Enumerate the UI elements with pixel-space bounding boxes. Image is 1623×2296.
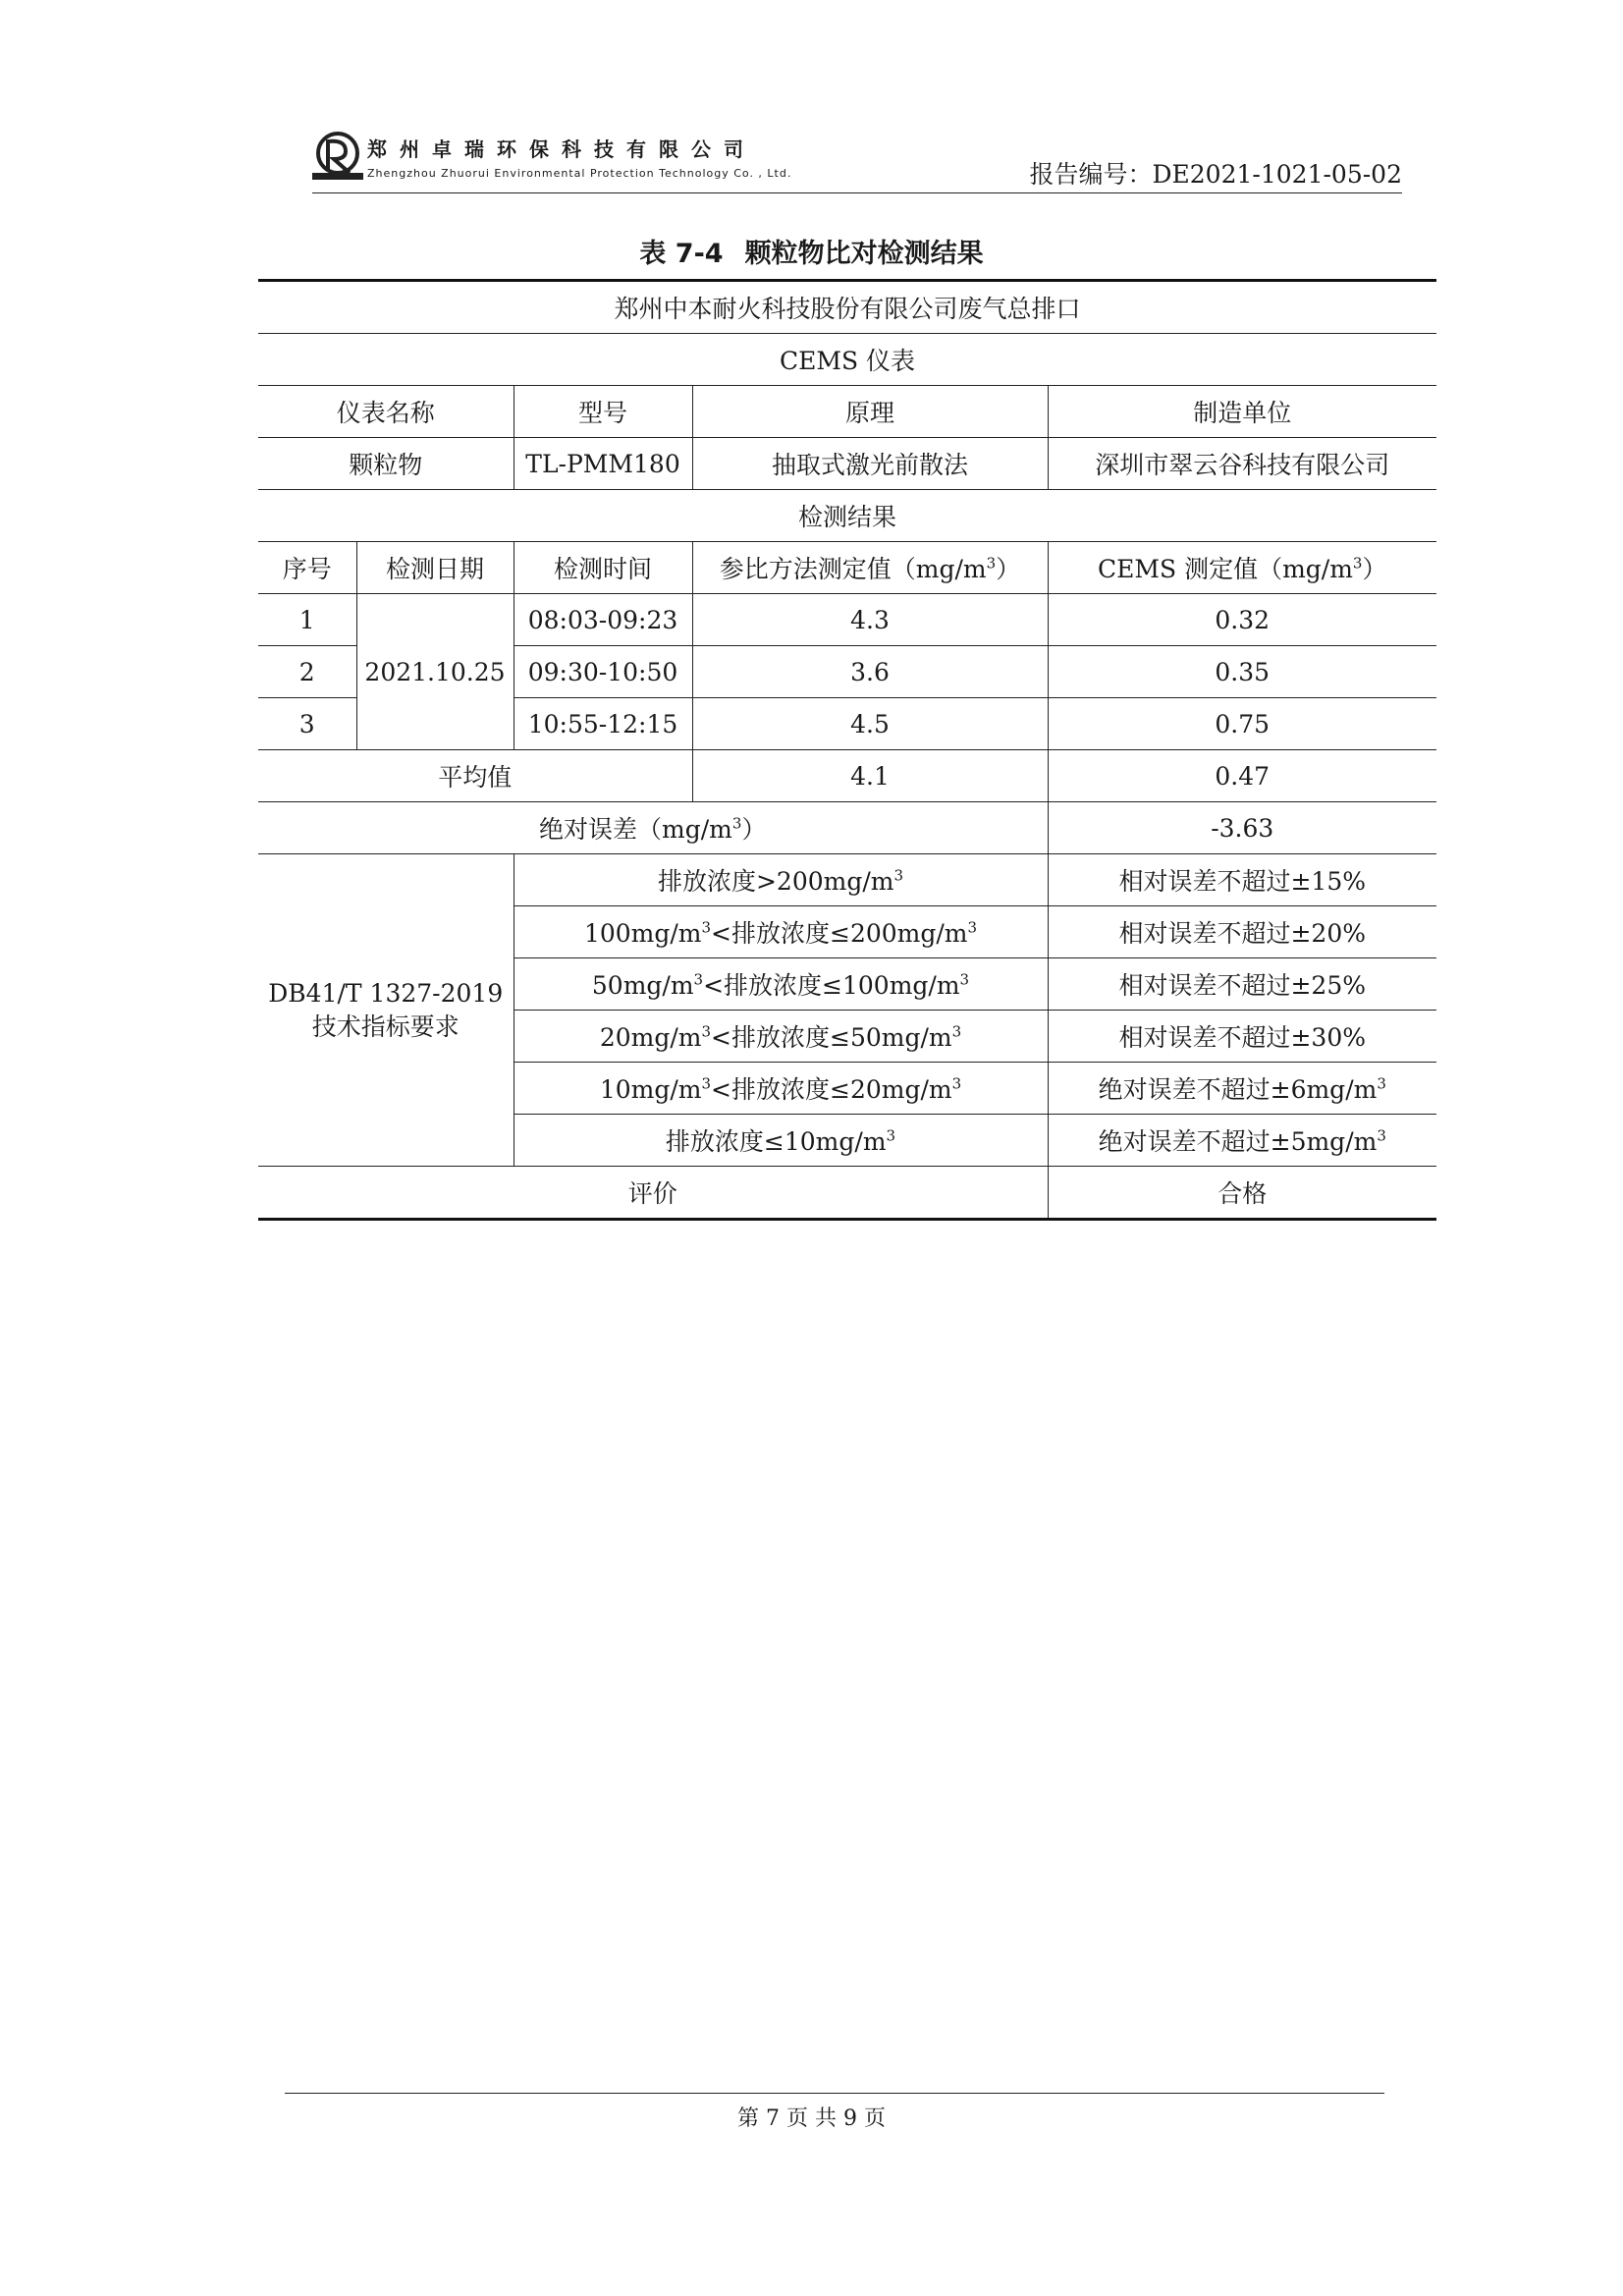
comparison-table	[258, 279, 1436, 1221]
seq-header: 序号	[258, 542, 356, 594]
row-ref-value: 3.6	[692, 646, 1048, 698]
test-date: 2021.10.25	[356, 594, 514, 750]
std-condition: 排放浓度$>200mg/m^3$	[514, 854, 1048, 906]
instrument-manufacturer: 深圳市翠云谷科技有限公司	[1048, 438, 1436, 490]
row-seq: 3	[258, 698, 356, 750]
standard-label: DB41/T 1327-2019 技术指标要求	[258, 854, 514, 1167]
footer-divider	[285, 2093, 1384, 2094]
table-caption: 颗粒物比对检测结果	[744, 239, 984, 269]
report-header	[312, 126, 1402, 194]
reference-value-header: 参比方法测定值$(mg/m^3)$	[692, 542, 1048, 594]
row-cems-value: 0.75	[1048, 698, 1436, 750]
instrument-name-header: 仪表名称	[258, 386, 514, 438]
row-ref-value: 4.3	[692, 594, 1048, 646]
row-cems-value: 0.32	[1048, 594, 1436, 646]
std-requirement: 相对误差不超过±20%	[1048, 906, 1436, 958]
company-name-en: Zhengzhou Zhuorui Environmental Protection Technology Co. , Ltd.	[367, 167, 792, 180]
cems-section-title: CEMS 仪表	[258, 334, 1436, 386]
average-ref-value: 4.1	[692, 750, 1048, 802]
site-name: 郑州中本耐火科技股份有限公司废气总排口	[258, 281, 1436, 334]
date-header: 检测日期	[356, 542, 514, 594]
std-condition: $50mg/m^3<$排放浓度$\le 100mg/m^3$	[514, 958, 1048, 1011]
average-label: 平均值	[258, 750, 692, 802]
time-header: 检测时间	[514, 542, 692, 594]
instrument-model: TL-PMM180	[514, 438, 692, 490]
std-requirement: 相对误差不超过±25%	[1048, 958, 1436, 1011]
std-requirement: 相对误差不超过±15%	[1048, 854, 1436, 906]
std-requirement: 相对误差不超过±30%	[1048, 1011, 1436, 1063]
header-divider	[312, 192, 1402, 193]
report-number: 报告编号：DE2021-1021-05-02	[1029, 160, 1402, 189]
row-ref-value: 4.5	[692, 698, 1048, 750]
row-time: 10:55-12:15	[514, 698, 692, 750]
instrument-principle: 抽取式激光前散法	[692, 438, 1048, 490]
principle-header: 原理	[692, 386, 1048, 438]
manufacturer-header: 制造单位	[1048, 386, 1436, 438]
table-row	[258, 594, 1436, 646]
company-logo-icon	[312, 130, 363, 181]
result-section-title: 检测结果	[258, 490, 1436, 542]
row-cems-value: 0.35	[1048, 646, 1436, 698]
table-title	[0, 232, 1623, 270]
table-number: 表 7-4	[639, 239, 724, 269]
std-condition: $10mg/m^3<$排放浓度$\le 20mg/m^3$	[514, 1063, 1048, 1115]
absolute-error-value: -3.63	[1048, 802, 1436, 854]
evaluation-label: 评价	[258, 1167, 1048, 1220]
std-requirement: 绝对误差不超过$\pm 6mg/m^3$	[1048, 1063, 1436, 1115]
row-time: 08:03-09:23	[514, 594, 692, 646]
std-requirement: 绝对误差不超过$\pm 5mg/m^3$	[1048, 1115, 1436, 1167]
std-condition: $100mg/m^3<$排放浓度$\le 200mg/m^3$	[514, 906, 1048, 958]
row-seq: 2	[258, 646, 356, 698]
std-condition: $20mg/m^3<$排放浓度$\le 50mg/m^3$	[514, 1011, 1048, 1063]
evaluation-result: 合格	[1048, 1167, 1436, 1220]
row-seq: 1	[258, 594, 356, 646]
row-time: 09:30-10:50	[514, 646, 692, 698]
cems-value-header: CEMS 测定值$(mg/m^3)$	[1048, 542, 1436, 594]
company-name-cn: 郑州卓瑞环保科技有限公司	[367, 137, 756, 161]
absolute-error-label: 绝对误差$(mg/m^3)$	[258, 802, 1048, 854]
std-condition: 排放浓度$\le 10mg/m^3$	[514, 1115, 1048, 1167]
model-header: 型号	[514, 386, 692, 438]
average-cems-value: 0.47	[1048, 750, 1436, 802]
instrument-name: 颗粒物	[258, 438, 514, 490]
page-number: 第 7 页 共 9 页	[737, 2106, 886, 2131]
